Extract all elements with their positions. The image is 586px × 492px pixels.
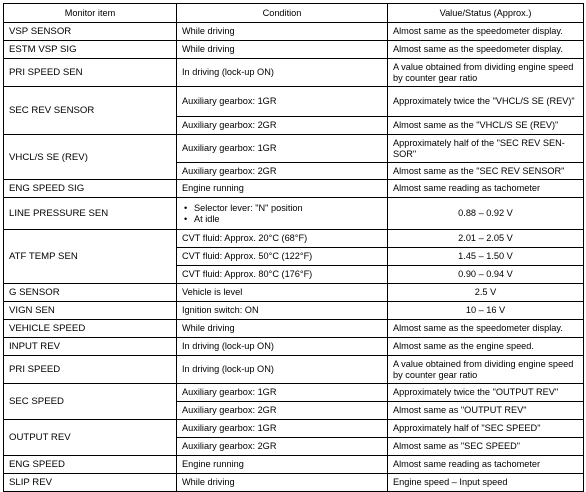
- table-row: [4, 356, 584, 384]
- value-cell: 10 – 16 V: [388, 302, 584, 320]
- value-cell: Almost same as the "VHCL/S SE (REV)": [388, 117, 584, 135]
- monitor-item-name: SEC SPEED: [4, 384, 177, 420]
- condition-cell: In driving (lock-up ON): [177, 356, 388, 384]
- table-row: [4, 320, 584, 338]
- table-row: [4, 87, 584, 117]
- header-monitor-item: Monitor item: [4, 4, 177, 23]
- table-row: [4, 302, 584, 320]
- table-row: [4, 135, 584, 163]
- value-cell: Approximately half of "SEC SPEED": [388, 420, 584, 438]
- value-cell: Approximately half of the "SEC REV SEN-SOR": [388, 135, 584, 163]
- value-cell: Almost same as "SEC SPEED": [388, 438, 584, 456]
- table-row: [4, 23, 584, 41]
- monitor-item-name: ATF TEMP SEN: [4, 230, 177, 284]
- table-header-row: [4, 4, 584, 23]
- condition-cell: Vehicle is level: [177, 284, 388, 302]
- condition-cell: CVT fluid: Approx. 50°C (122°F): [177, 248, 388, 266]
- value-cell: A value obtained from dividing engine speed by counter gear ratio: [388, 356, 584, 384]
- value-cell: Almost same as the "SEC REV SENSOR": [388, 163, 584, 180]
- value-cell: Almost same as the speedometer display.: [388, 41, 584, 59]
- condition-cell: Auxiliary gearbox: 1GR: [177, 87, 388, 117]
- monitor-item-name: VIGN SEN: [4, 302, 177, 320]
- condition-cell: In driving (lock-up ON): [177, 338, 388, 356]
- value-cell: Almost same reading as tachometer: [388, 456, 584, 474]
- table-row: [4, 474, 584, 492]
- table-row: [4, 384, 584, 402]
- monitor-item-name: VHCL/S SE (REV): [4, 135, 177, 180]
- value-cell: Almost same as the speedometer display.: [388, 23, 584, 41]
- condition-cell: Auxiliary gearbox: 1GR: [177, 384, 388, 402]
- value-cell: Almost same reading as tachometer: [388, 180, 584, 198]
- condition-bullet: • At idle: [194, 214, 382, 225]
- condition-cell: While driving: [177, 320, 388, 338]
- monitor-item-name: PRI SPEED: [4, 356, 177, 384]
- header-condition: Condition: [177, 4, 388, 23]
- table-row: [4, 198, 584, 230]
- condition-cell: While driving: [177, 23, 388, 41]
- monitor-item-name: INPUT REV: [4, 338, 177, 356]
- monitor-item-table: [3, 3, 584, 492]
- condition-cell: Engine running: [177, 456, 388, 474]
- monitor-item-name: ENG SPEED: [4, 456, 177, 474]
- condition-cell: While driving: [177, 474, 388, 492]
- value-cell: A value obtained from dividing engine speed by counter gear ratio: [388, 59, 584, 87]
- monitor-item-name: SLIP REV: [4, 474, 177, 492]
- value-cell: 2.5 V: [388, 284, 584, 302]
- condition-cell: Ignition switch: ON: [177, 302, 388, 320]
- table-row: [4, 230, 584, 248]
- condition-cell: Auxiliary gearbox: 2GR: [177, 438, 388, 456]
- condition-cell: Auxiliary gearbox: 2GR: [177, 117, 388, 135]
- value-cell: 0.90 – 0.94 V: [388, 266, 584, 284]
- monitor-item-name: VEHICLE SPEED: [4, 320, 177, 338]
- monitor-item-name: VSP SENSOR: [4, 23, 177, 41]
- value-cell: 2.01 – 2.05 V: [388, 230, 584, 248]
- condition-cell: CVT fluid: Approx. 20°C (68°F): [177, 230, 388, 248]
- table-row: [4, 420, 584, 438]
- condition-cell: Auxiliary gearbox: 2GR: [177, 402, 388, 420]
- condition-cell: While driving: [177, 41, 388, 59]
- table-row: [4, 180, 584, 198]
- condition-bullet-list: [182, 203, 382, 225]
- monitor-item-name: ESTM VSP SIG: [4, 41, 177, 59]
- monitor-item-name: PRI SPEED SEN: [4, 59, 177, 87]
- condition-bullet: • Selector lever: "N" position: [194, 203, 382, 214]
- value-cell: 0.88 – 0.92 V: [388, 198, 584, 230]
- table-row: [4, 456, 584, 474]
- condition-cell: Auxiliary gearbox: 1GR: [177, 420, 388, 438]
- condition-cell: CVT fluid: Approx. 80°C (176°F): [177, 266, 388, 284]
- value-cell: Approximately twice the "OUTPUT REV": [388, 384, 584, 402]
- table-row: [4, 338, 584, 356]
- value-cell: Almost same as "OUTPUT REV": [388, 402, 584, 420]
- monitor-item-name: SEC REV SENSOR: [4, 87, 177, 135]
- condition-cell: Engine running: [177, 180, 388, 198]
- condition-cell: Auxiliary gearbox: 2GR: [177, 163, 388, 180]
- value-cell: Engine speed – Input speed: [388, 474, 584, 492]
- value-cell: Almost same as the speedometer display.: [388, 320, 584, 338]
- monitor-item-name: LINE PRESSURE SEN: [4, 198, 177, 230]
- value-cell: 1.45 – 1.50 V: [388, 248, 584, 266]
- table-row: [4, 284, 584, 302]
- condition-cell: [177, 198, 388, 230]
- value-cell: Approximately twice the "VHCL/S SE (REV)": [388, 87, 584, 117]
- monitor-item-name: OUTPUT REV: [4, 420, 177, 456]
- value-cell: Almost same as the engine speed.: [388, 338, 584, 356]
- header-value-status: Value/Status (Approx.): [388, 4, 584, 23]
- table-row: [4, 41, 584, 59]
- monitor-item-name: G SENSOR: [4, 284, 177, 302]
- condition-cell: In driving (lock-up ON): [177, 59, 388, 87]
- condition-cell: Auxiliary gearbox: 1GR: [177, 135, 388, 163]
- table-row: [4, 59, 584, 87]
- monitor-item-name: ENG SPEED SIG: [4, 180, 177, 198]
